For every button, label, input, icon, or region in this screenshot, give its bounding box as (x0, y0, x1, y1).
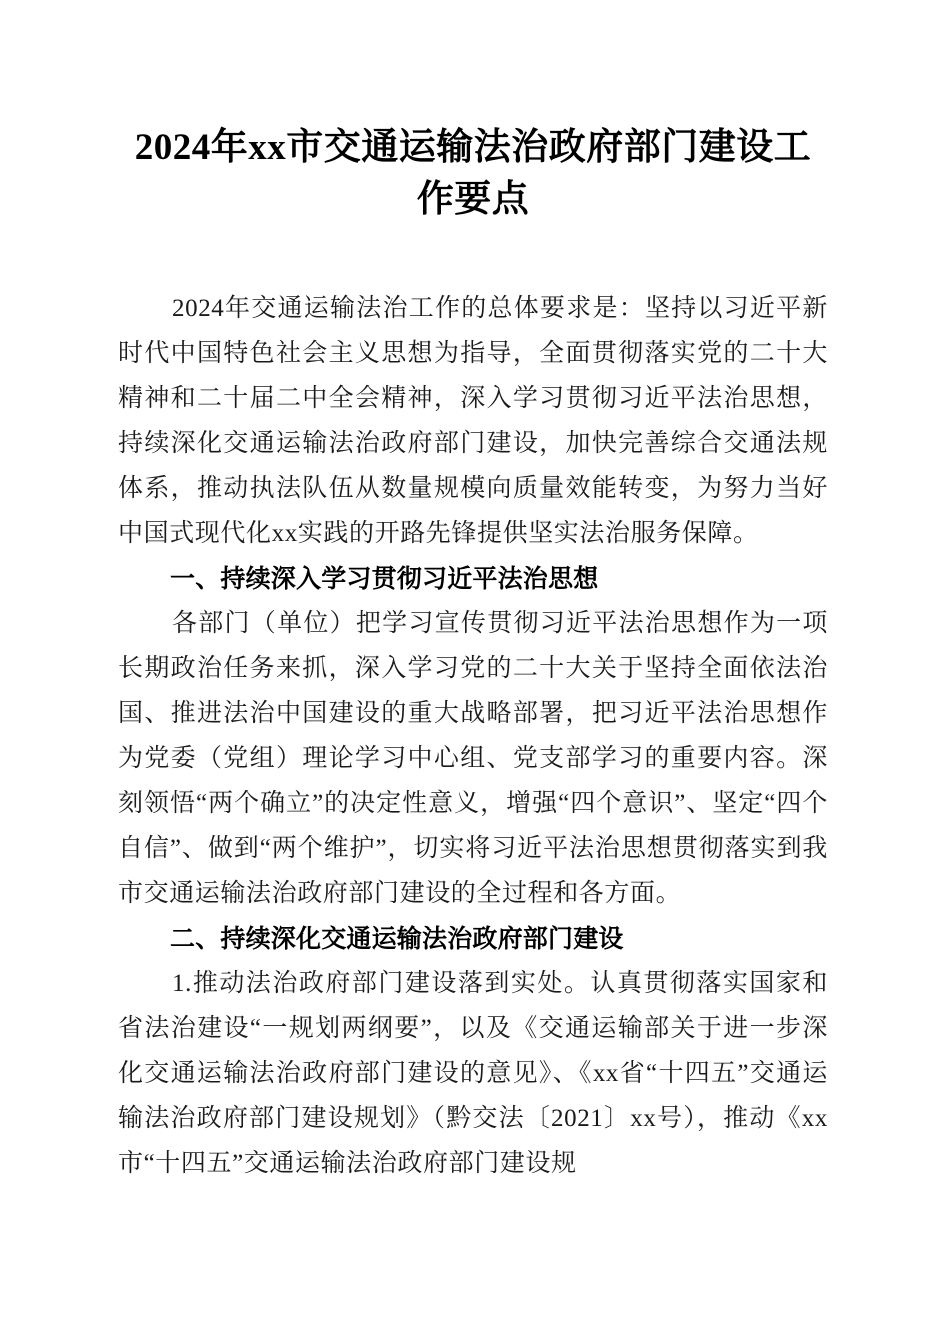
page-title: 2024年xx市交通运输法治政府部门建设工作要点 (134, 127, 812, 220)
section-two-item-one-paragraph: 1.推动法治政府部门建设落到实处。认真贯彻落实国家和省法治建设“一规划两纲要”，以及《交通运输部关于进一步深化交通运输法治政府部门建设的意见》、《xx省“十四五”交通运输法治政府部门建设规划》（黔交法〔2021〕xx号），推动《xx市“十四五”交通运输法治政府部门建设规 (118, 970, 828, 1177)
section-heading-one: 一、持续深入学习贯彻习近平法治思想 (170, 564, 599, 593)
overall-requirements-paragraph: 2024年交通运输法治工作的总体要求是：坚持以习近平新时代中国特色社会主义思想为指导，全面贯彻落实党的二十大精神和二十届二中全会精神，深入学习贯彻习近平法治思想，持续深化交通运输法治政府部门建设，加快完善综合交通法规体系，推动执法队伍从数量规模向质量效能转变，为努力当好中国式现代化xx实践的开路先锋提供坚实法治服务保障。 (118, 295, 828, 547)
section-one-paragraph: 各部门（单位）把学习宣传贯彻习近平法治思想作为一项长期政治任务来抓，深入学习党的二十大关于坚持全面依法治国、推进法治中国建设的重大战略部署，把习近平法治思想作为党委（党组）理论学习中心组、党支部学习的重要内容。深刻领悟“两个确立”的决定性意义，增强“四个意识”、坚定“四个自信”、做到“两个维护”，切实将习近平法治思想贯彻落实到我市交通运输法治政府部门建设的全过程和各方面。 (118, 610, 828, 907)
title-spacer (118, 226, 828, 286)
section-heading-two: 二、持续深化交通运输法治政府部门建设 (170, 924, 624, 953)
